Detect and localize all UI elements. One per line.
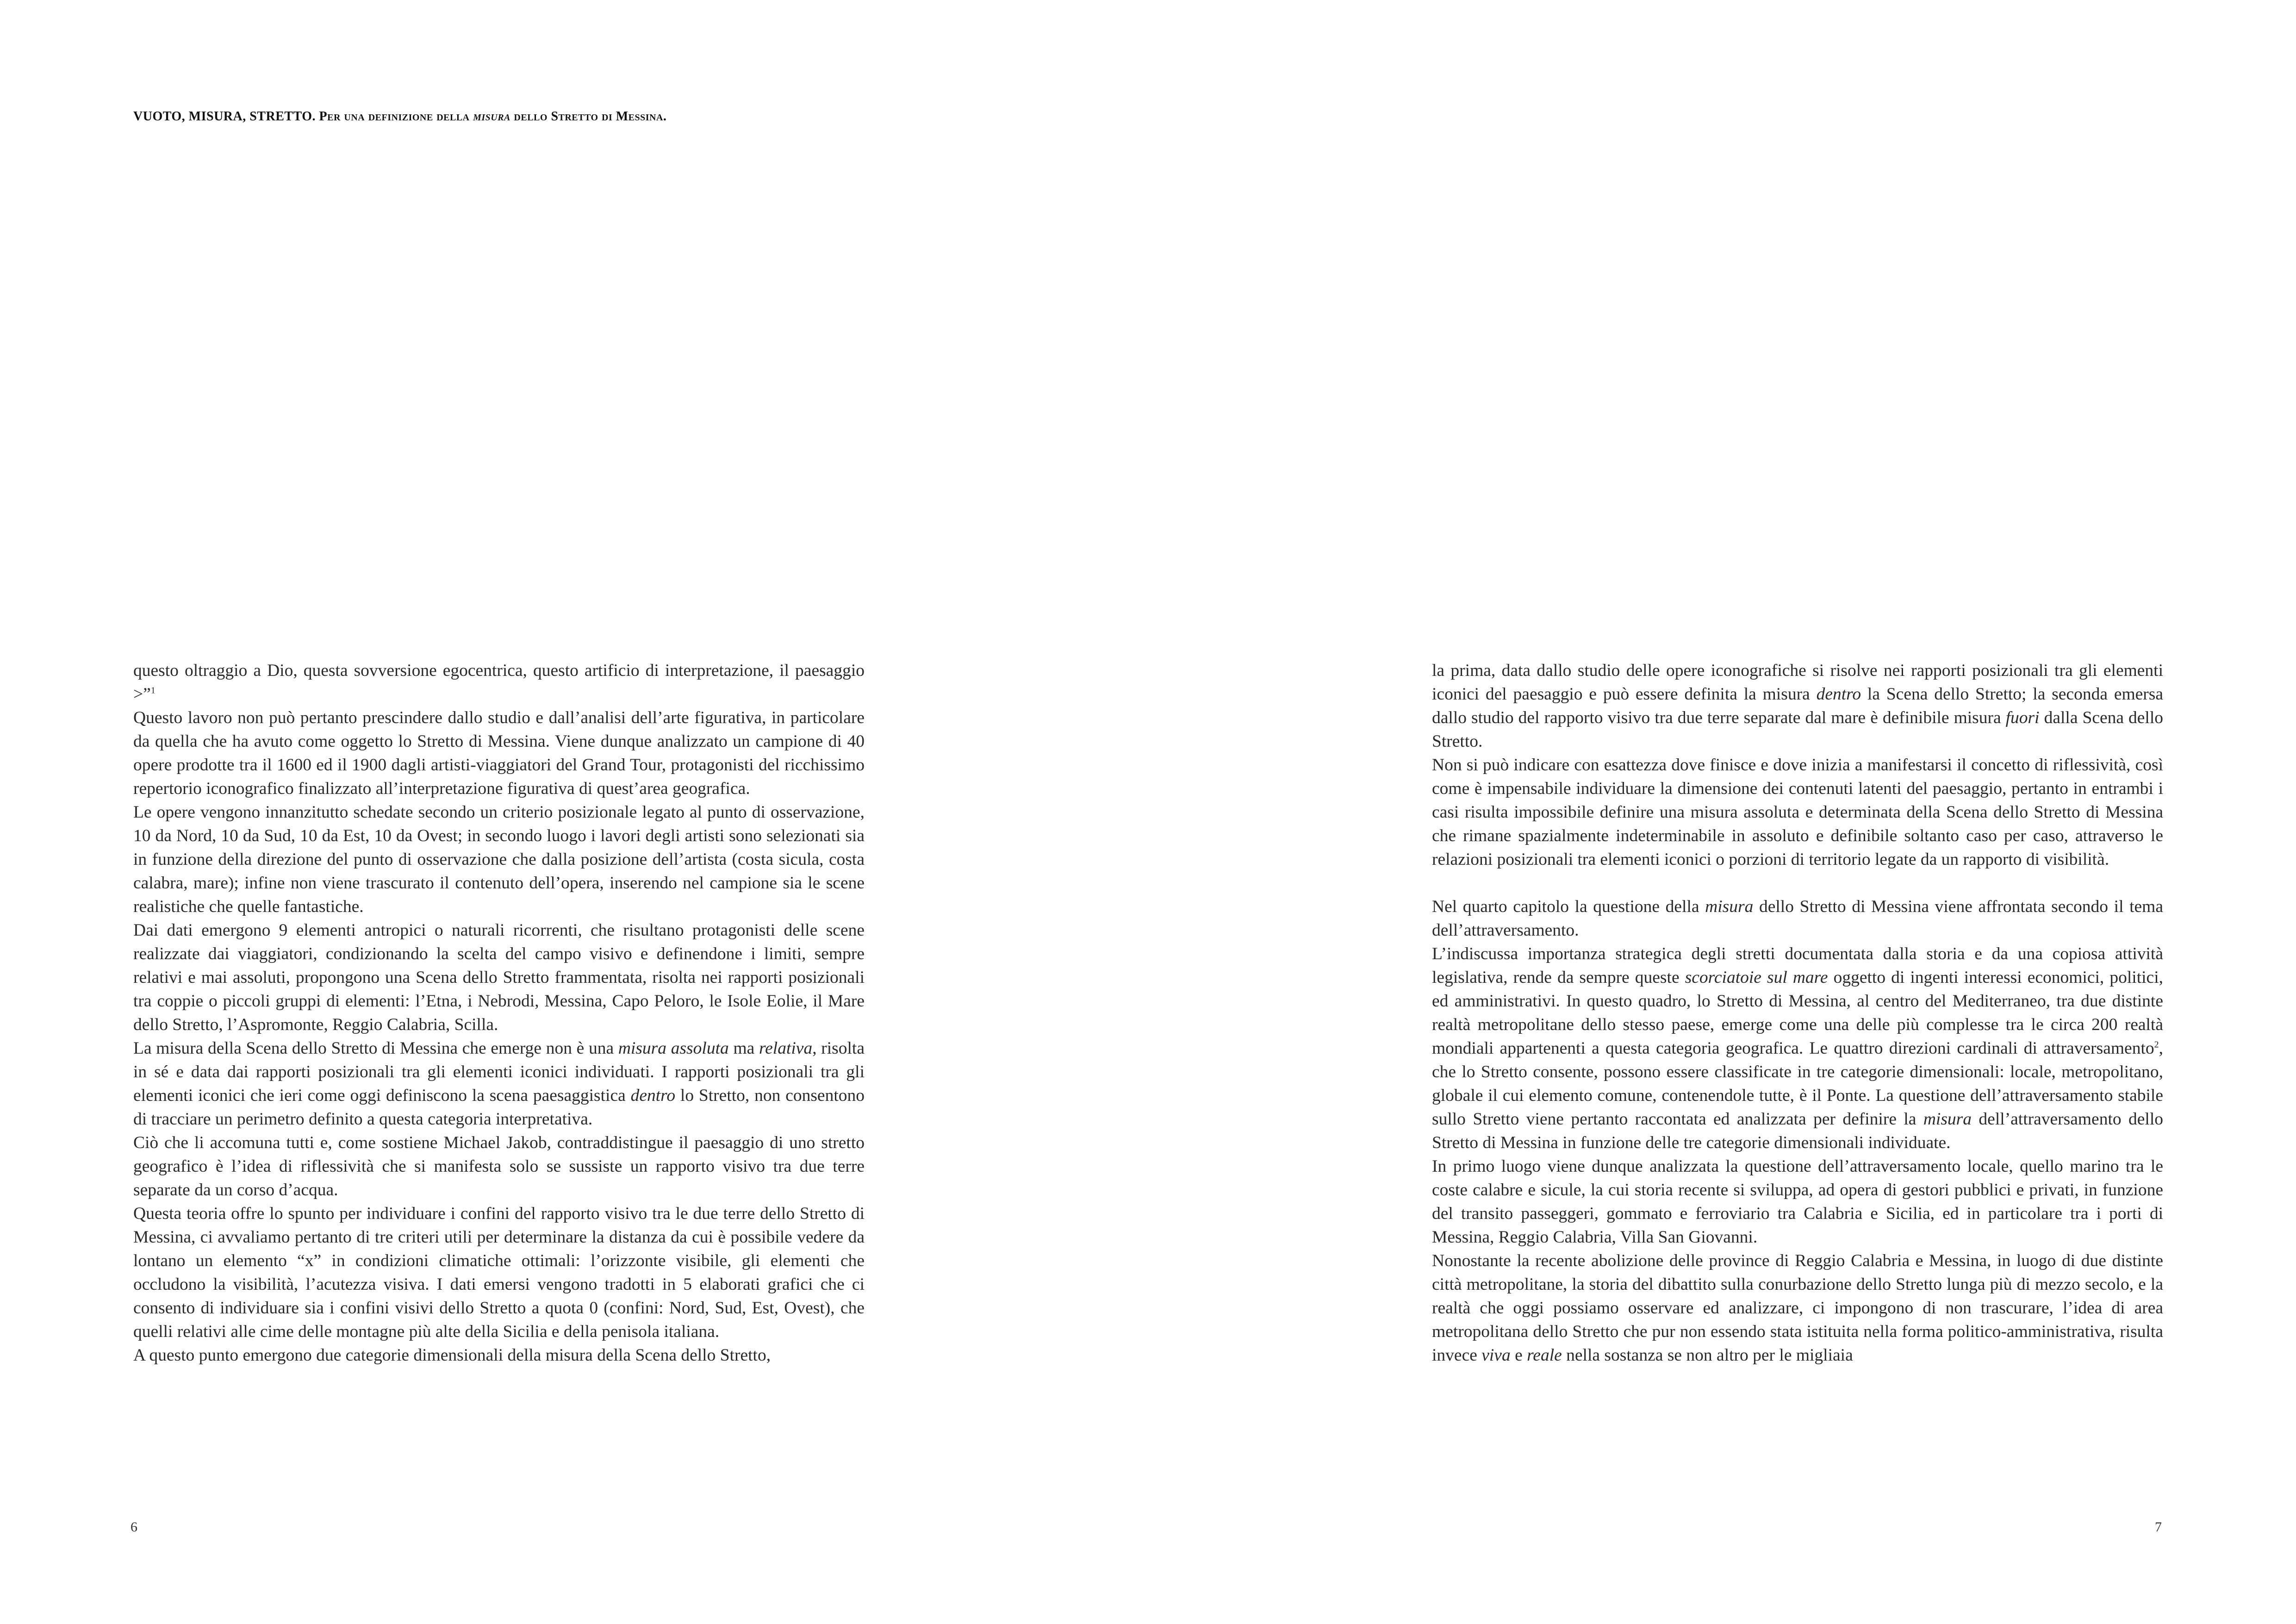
left-page-body — [133, 659, 865, 1367]
page-number-left: 6 — [131, 1519, 137, 1535]
paragraph: questo oltraggio a Dio, questa sovversione egocentrica, questo artificio di interpretazione, il paesaggio >”$^1$ — [133, 661, 865, 704]
footnote-marker: 1 — [150, 685, 156, 696]
paragraph: la prima, data dallo studio delle opere iconografiche si risolve nei rapporti posizionali tra gli elementi iconici del paesaggio e può essere definita la misura dentro la Scena dello Stretto; la seconda emersa dallo studio del rapporto visivo tra due terre separate dal mare è definibile misura fuori dalla Scena dello Stretto. — [1432, 661, 2163, 751]
page-number-right: 7 — [2155, 1519, 2162, 1535]
footnote-marker: 2 — [2154, 1039, 2159, 1050]
header-subtitle: Per una definizione della misura dello Stretto di Messina. — [319, 109, 667, 124]
paragraph: Ciò che li accomuna tutti e, come sostiene Michael Jakob, contraddistingue il paesaggio di uno stretto geografico è l’idea di riflessività che si manifesta solo se sussiste un rapporto visivo tra due terre separate da un corso d’acqua. — [133, 1133, 865, 1199]
paragraph: Le opere vengono innanzitutto schedate secondo un criterio posizionale legato al punto di osservazione, 10 da Nord, 10 da Sud, 10 da Est, 10 da Ovest; in secondo luogo i lavori degli artisti sono selezionati sia in funzione della direzione del punto di osservazione che dalla posizione dell’artista (costa sicula, costa calabra, mare); infine non viene trascurato il contenuto dell’opera, inserendo nel campione sia le scene realistiche che quelle fantastiche. — [133, 803, 865, 916]
paragraph: La misura della Scena dello Stretto di Messina che emerge non è una misura assoluta ma relativa, risolta in sé e data dai rapporti posizionali tra gli elementi iconici individuati. I rapporti posizionali tra gli elementi iconici che ieri come oggi definiscono la scena paesaggistica dentro lo Stretto, non consentono di tracciare un perimetro definito a questa categoria interpretativa. — [133, 1039, 865, 1129]
header-title: VUOTO, MISURA, STRETTO. — [133, 109, 316, 124]
paragraph: L’indiscussa importanza strategica degli stretti documentata dalla storia e da una copiosa attività legislativa, rende da sempre queste scorciatoie sul mare oggetto di ingenti interessi economici, politici, ed amministrativi. In questo quadro, lo Stretto di Messina, al centro del Mediterraneo, tra due distinte realtà metropolitane dello stesso paese, emerge come una delle più complesse tra le circa 200 realtà mondiali appartenenti a questa categoria geografica. Le quattro direzioni cardinali di attraversamento$^2$, che lo Stretto consente, possono essere classificate in tre categorie dimensionali: locale, metropolitano, globale il cui elemento comune, contenendole tutte, è il Ponte. La questione dell’attraversamento stabile sullo Stretto viene pertanto raccontata ed analizzata per definire la misura dell’attraversamento dello Stretto di Messina in funzione delle tre categorie dimensionali individuate. — [1432, 944, 2163, 1152]
paragraph: Dai dati emergono 9 elementi antropici o naturali ricorrenti, che risultano protagonisti delle scene realizzate dai viaggiatori, condizionando la scelta del campo visivo e definendone i limiti, sempre relativi e mai assoluti, propongono una Scena dello Stretto frammentata, risolta nei rapporti posizionali tra coppie o piccoli gruppi di elementi: l’Etna, i Nebrodi, Messina, Capo Peloro, le Isole Eolie, il Mare dello Stretto, l’Aspromonte, Reggio Calabria, Scilla. — [133, 921, 865, 1034]
paragraph: Nonostante la recente abolizione delle province di Reggio Calabria e Messina, in luogo di due distinte città metropolitane, la storia del dibattito sulla conurbazione dello Stretto lunga più di mezzo secolo, e la realtà che oggi possiamo osservare ed analizzare, ci impongono di non trascurare, l’idea di area metropolitana dello Stretto che pur non essendo stata istituita nella forma politico-amministrativa, risulta invece viva e reale nella sostanza se non altro per le migliaia — [1432, 1251, 2163, 1365]
paragraph: Questo lavoro non può pertanto prescindere dallo studio e dall’analisi dell’arte figurativa, in particolare da quella che ha avuto come oggetto lo Stretto di Messina. Viene dunque analizzato un campione di 40 opere prodotte tra il 1600 ed il 1900 dagli artisti-viaggiatori del Grand Tour, protagonisti del ricchissimo repertorio iconografico finalizzato all’interpretazione figurativa di quest’area geografica. — [133, 708, 865, 798]
paragraph: Questa teoria offre lo spunto per individuare i confini del rapporto visivo tra le due terre dello Stretto di Messina, ci avvaliamo pertanto di tre criteri utili per determinare la distanza da cui è possibile vedere da lontano un elemento “x” in condizioni climatiche ottimali: l’orizzonte visibile, gli elementi che occludono la visibilità, l’acutezza visiva. I dati emersi vengono tradotti in 5 elaborati grafici che ci consento di individuare sia i confini visivi dello Stretto a quota 0 (confini: Nord, Sud, Est, Ovest), che quelli relativi alle cime delle montagne più alte della Sicilia e della penisola italiana. — [133, 1204, 865, 1341]
paragraph: In primo luogo viene dunque analizzata la questione dell’attraversamento locale, quello marino tra le coste calabre e sicule, la cui storia recente si sviluppa, ad opera di gestori pubblici e privati, in funzione del transito passeggeri, gommato e ferroviario tra Calabria e Sicilia, ed in particolare tra i porti di Messina, Reggio Calabria, Villa San Giovanni. — [1432, 1157, 2163, 1247]
paragraph: Nel quarto capitolo la questione della misura dello Stretto di Messina viene affrontata secondo il tema dell’attraversamento. — [1432, 897, 2163, 940]
running-header — [133, 109, 666, 124]
right-page-body — [1432, 659, 2163, 1367]
paragraph: A questo punto emergono due categorie dimensionali della misura della Scena dello Stretto, — [133, 1346, 771, 1365]
paragraph: Non si può indicare con esattezza dove finisce e dove inizia a manifestarsi il concetto di riflessività, così come è impensabile individuare la dimensione dei contenuti latenti del paesaggio, pertanto in entrambi i casi risulta impossibile definire una misura assoluta e determinata della Scena dello Stretto di Messina che rimane spazialmente indeterminabile in assoluto e definibile soltanto caso per caso, attraverso le relazioni posizionali tra elementi iconici o porzioni di territorio legate da un rapporto di visibilità. — [1432, 756, 2163, 869]
